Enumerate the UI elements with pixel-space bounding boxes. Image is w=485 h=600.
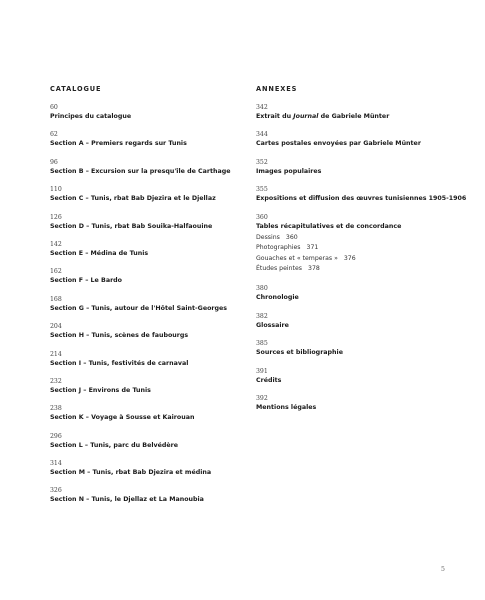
toc-entry[interactable] [50, 131, 240, 148]
toc-entry[interactable] [256, 104, 456, 121]
page-number: 352 [256, 158, 268, 166]
toc-entry[interactable] [50, 214, 240, 231]
page-number: 344 [256, 131, 268, 139]
entry-title: Section G – Tunis, autour de l'Hôtel Saint-Georges [50, 304, 228, 312]
sub-entry-page: 378 [308, 265, 320, 273]
page-number: 392 [256, 394, 268, 402]
entry-title: Section K – Voyage à Sousse et Kairouan [50, 414, 195, 422]
sub-entry-label: Études peintes [256, 265, 303, 273]
entry-title-suffix: de Gabriele Münter [318, 113, 390, 120]
entry-title: Crédits [256, 376, 282, 384]
page-number: 168 [50, 295, 62, 303]
entry-title [256, 112, 456, 121]
sub-entries [256, 233, 456, 275]
entry-title: Section J – Environs de Tunis [50, 386, 151, 394]
entry-title: Section A – Premiers regards sur Tunis [50, 140, 187, 148]
page-number: 162 [50, 268, 62, 276]
toc-entry[interactable] [50, 405, 240, 422]
page-number: 314 [50, 460, 62, 468]
toc-entry[interactable] [50, 351, 240, 368]
entry-title: Section L – Tunis, parc du Belvédère [50, 441, 179, 449]
sub-entry-page: 360 [285, 233, 298, 241]
toc-entry[interactable] [50, 378, 240, 395]
page-number: 110 [50, 186, 62, 194]
page-number: 204 [50, 323, 62, 331]
page-number: 360 [256, 213, 268, 221]
sub-entry-label: Dessins [256, 233, 280, 241]
toc-entry[interactable] [50, 323, 240, 340]
toc-entry[interactable] [256, 159, 456, 176]
page-number: 391 [256, 367, 268, 375]
toc-entry[interactable] [50, 296, 240, 313]
entry-title: Section M – Tunis, rbat Bab Djezira et médina [50, 469, 212, 477]
page-number: 126 [50, 213, 62, 221]
entry-title: Expositions et diffusion des œuvres tunisiennes 1905-1906 [256, 195, 467, 203]
page-number: 60 [50, 104, 58, 111]
sub-entry-page: 371 [306, 244, 319, 252]
entry-title: Sources et bibliographie [256, 349, 343, 357]
toc-entry[interactable] [50, 159, 240, 176]
page-number: 342 [256, 104, 268, 111]
sub-entry[interactable] [256, 243, 456, 254]
toc-entry[interactable] [256, 186, 467, 203]
page-number: 96 [50, 158, 58, 166]
entry-title: Section F – Le Bardo [50, 277, 123, 285]
page-number: 382 [256, 312, 268, 320]
page-folio: 5 [441, 566, 445, 573]
sub-entry[interactable] [256, 254, 456, 265]
toc-entry[interactable] [50, 433, 240, 450]
page-number: 355 [256, 186, 268, 194]
sub-entry-label: Gouaches et « temperas » [256, 254, 338, 262]
page-number: 214 [50, 350, 62, 358]
sub-entry-page: 376 [343, 254, 356, 262]
entry-title: Chronologie [256, 294, 299, 302]
annexes-column [256, 85, 467, 422]
toc-entry[interactable] [256, 285, 456, 302]
toc-entry[interactable] [256, 340, 456, 357]
toc-entry[interactable] [256, 313, 456, 330]
sub-entry[interactable] [256, 233, 456, 244]
page-number: 238 [50, 405, 62, 413]
entry-title: Section E – Médina de Tunis [50, 249, 149, 257]
catalogue-heading: CATALOGUE [50, 85, 102, 93]
page-number: 296 [50, 432, 62, 440]
page-number: 326 [50, 487, 62, 495]
entry-title: Tables récapitulatives et de concordance [256, 222, 402, 230]
entry-title: Cartes postales envoyées par Gabriele Münter [256, 140, 421, 148]
toc-entry[interactable] [50, 460, 240, 477]
page-number: 380 [256, 285, 268, 293]
entry-title: Section H – Tunis, scènes de faubourgs [50, 332, 189, 340]
toc-entry[interactable] [50, 487, 240, 504]
entry-title: Section I – Tunis, festivités de carnaval [50, 359, 189, 367]
sub-entry-label: Photographies [256, 244, 301, 252]
page-number: 232 [50, 377, 62, 385]
toc-entry[interactable] [50, 241, 240, 258]
entry-title: Section D – Tunis, rbat Bab Souika-Halfaouine [50, 222, 213, 230]
page-number: 62 [50, 131, 58, 139]
sub-entry[interactable] [256, 264, 456, 275]
toc-entry[interactable] [256, 368, 456, 385]
toc-entry[interactable] [256, 131, 456, 148]
entry-title: Principes du catalogue [50, 113, 132, 120]
toc-entry[interactable] [256, 214, 456, 275]
entry-title: Section B – Excursion sur la presqu'île de Carthage [50, 167, 231, 175]
toc-entry[interactable] [50, 186, 240, 203]
entry-title: Section C – Tunis, rbat Bab Djezira et le Djellaz [50, 195, 216, 203]
page-number: 142 [50, 240, 62, 248]
page-number: 385 [256, 340, 268, 348]
toc-entry[interactable] [50, 268, 240, 285]
annexes-heading: ANNEXES [256, 85, 298, 93]
entry-title: Glossaire [256, 321, 289, 329]
entry-title-prefix: Extrait du [256, 113, 294, 120]
entry-title-italic: Journal [293, 113, 319, 120]
entry-title: Images populaires [256, 167, 322, 175]
entry-title: Mentions légales [256, 403, 317, 411]
entry-title: Section N – Tunis, le Djellaz et La Manoubia [50, 496, 204, 504]
toc-entry[interactable] [50, 104, 240, 121]
catalogue-column [50, 85, 240, 515]
toc-entry[interactable] [256, 395, 456, 412]
